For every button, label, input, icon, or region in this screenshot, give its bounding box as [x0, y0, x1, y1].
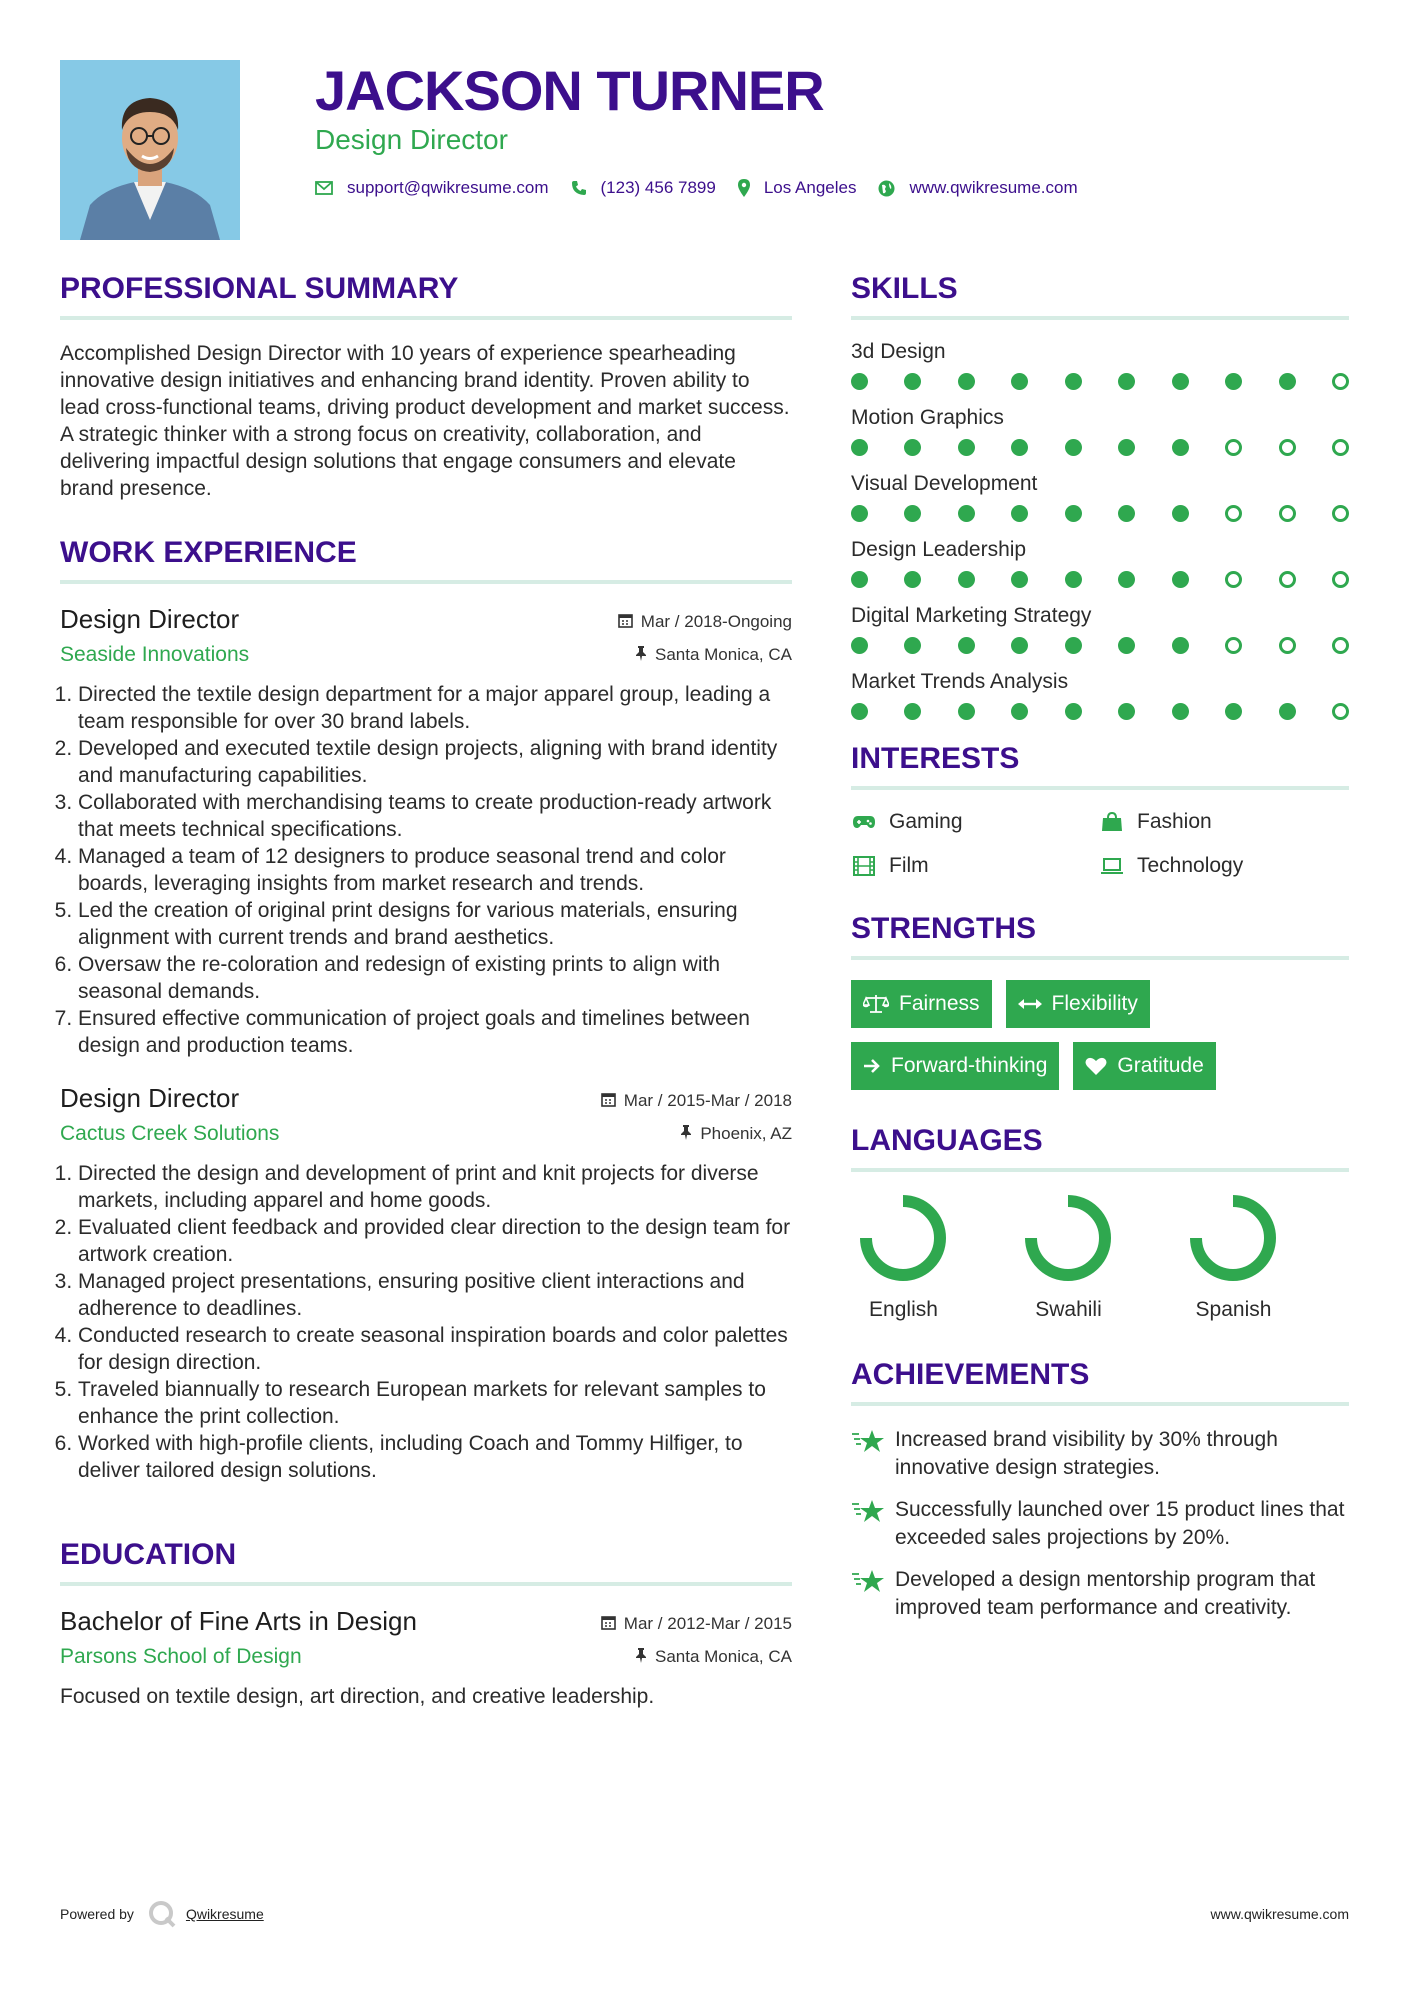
- shopping-bag-icon: [1099, 812, 1125, 832]
- rating-dot-filled: [1011, 439, 1028, 456]
- job-bullet: 4. Conducted research to create seasonal inspiration boards and color palettes for design direction.: [78, 1322, 792, 1376]
- rating-dot-filled: [904, 439, 921, 456]
- strength-badge: [1006, 980, 1150, 1028]
- rating-dot-filled: [1011, 637, 1028, 654]
- job-bullet: 3. Collaborated with merchandising teams to create production-ready artwork that meets technical specifications.: [78, 789, 792, 843]
- rating-dot-filled: [1065, 373, 1082, 390]
- map-marker-icon: [738, 179, 750, 197]
- rating-dot-filled: [1172, 439, 1189, 456]
- rating-dot-filled: [1118, 637, 1135, 654]
- job-entry: [60, 1083, 792, 1484]
- rating-dot-filled: [1172, 703, 1189, 720]
- job-entry: [60, 604, 792, 1059]
- footer-powered-by: [60, 1900, 264, 1928]
- job-bullet: 6. Oversaw the re-coloration and redesign of existing prints to align with seasonal demands.: [78, 951, 792, 1005]
- job-bullets: [60, 1160, 792, 1484]
- rating-dot-empty: [1225, 439, 1242, 456]
- rating-dot-empty: [1279, 439, 1296, 456]
- rating-dot-filled: [1225, 703, 1242, 720]
- skill-rating: [851, 439, 1349, 456]
- interest-item: [1099, 810, 1349, 834]
- rating-dot-filled: [1118, 505, 1135, 522]
- arrow-right-icon: [863, 1057, 881, 1075]
- interest-item: [851, 810, 1099, 834]
- pin-icon: [635, 646, 647, 665]
- job-bullet: 1. Directed the design and development of print and knit projects for diverse markets, including apparel and home goods.: [78, 1160, 792, 1214]
- rating-dot-filled: [1172, 373, 1189, 390]
- calendar-icon: [601, 1092, 616, 1111]
- language-item: [1181, 1192, 1346, 1322]
- rating-dot-empty: [1332, 373, 1349, 390]
- rating-dot-filled: [1279, 703, 1296, 720]
- skill-name: 3d Design: [851, 340, 946, 363]
- globe-icon: [878, 180, 895, 197]
- job-bullet: 5. Led the creation of original print designs for various materials, ensuring alignment with current trends and brand aesthetics.: [78, 897, 792, 951]
- candidate-name: JACKSON TURNER: [315, 59, 824, 122]
- job-bullet: 4. Managed a team of 12 designers to produce seasonal trend and color boards, leveraging insights from market research and trends.: [78, 843, 792, 897]
- language-name: Spanish: [1195, 1298, 1272, 1321]
- person-photo-icon: [60, 60, 240, 240]
- interest-label: Film: [889, 854, 929, 877]
- job-bullet: 7. Ensured effective communication of project goals and timelines between design and production teams.: [78, 1005, 792, 1059]
- school-name: Parsons School of Design: [60, 1645, 302, 1668]
- strength-badge: [1073, 1042, 1215, 1090]
- job-bullet: 3. Managed project presentations, ensuring positive client interactions and adherence to deadlines.: [78, 1268, 792, 1322]
- job-date: [618, 612, 792, 632]
- rating-dot-filled: [1118, 703, 1135, 720]
- rating-dot-empty: [1225, 505, 1242, 522]
- language-item: [851, 1192, 1016, 1322]
- language-level-ring: [857, 1192, 949, 1284]
- education-date: [601, 1614, 792, 1634]
- contact-email[interactable]: support@qwikresume.com: [347, 178, 549, 197]
- job-bullet: 1. Directed the textile design department for a major apparel group, leading a team responsible for over 30 brand labels.: [78, 681, 792, 735]
- summary-heading: PROFESSIONAL SUMMARY: [60, 272, 792, 320]
- rating-dot-empty: [1332, 703, 1349, 720]
- job-date-text: Mar / 2015-Mar / 2018: [623, 1091, 792, 1110]
- rating-dot-filled: [958, 505, 975, 522]
- language-level-arc: [866, 1201, 940, 1275]
- powered-by-label: Powered by: [60, 1906, 134, 1922]
- skill-name: Motion Graphics: [851, 406, 1004, 429]
- film-icon: [851, 856, 877, 876]
- rating-dot-empty: [1225, 637, 1242, 654]
- rating-dot-filled: [851, 637, 868, 654]
- skill-name: Market Trends Analysis: [851, 670, 1069, 693]
- rating-dot-filled: [904, 637, 921, 654]
- job-location-text: Phoenix, AZ: [700, 1124, 792, 1143]
- interests-list: [851, 810, 1349, 878]
- skill-name: Design Leadership: [851, 538, 1027, 561]
- strengths-list: [851, 980, 1349, 1090]
- rating-dot-filled: [1279, 373, 1296, 390]
- profile-photo: [60, 60, 240, 240]
- education-location: [635, 1647, 792, 1667]
- achievements-list: [851, 1426, 1349, 1622]
- interest-item: [851, 854, 1099, 878]
- strength-label: Gratitude: [1117, 1054, 1204, 1077]
- footer-url[interactable]: www.qwikresume.com: [1210, 1906, 1349, 1922]
- achievement-item: [851, 1426, 1349, 1482]
- rating-dot-empty: [1332, 505, 1349, 522]
- rating-dot-empty: [1279, 637, 1296, 654]
- interest-item: [1099, 854, 1349, 878]
- qwikresume-logo-icon: [148, 1900, 176, 1928]
- education-date-text: Mar / 2012-Mar / 2015: [623, 1614, 792, 1633]
- strengths-heading: STRENGTHS: [851, 912, 1349, 960]
- job-bullet: 2. Developed and executed textile design projects, aligning with brand identity and manufacturing capabilities.: [78, 735, 792, 789]
- strength-badge: [851, 980, 992, 1028]
- contact-bar: [315, 178, 1100, 198]
- star-badge-icon: [851, 1428, 885, 1461]
- achievement-text: Developed a design mentorship program that improved team performance and creativity.: [895, 1568, 1316, 1619]
- experience-heading: WORK EXPERIENCE: [60, 536, 792, 584]
- rating-dot-filled: [958, 439, 975, 456]
- rating-dot-empty: [1279, 571, 1296, 588]
- rating-dot-filled: [851, 373, 868, 390]
- summary-text: Accomplished Design Director with 10 years of experience spearheading innovative design initiatives and enhancing brand identity. Proven ability to lead cross-functional teams, driving product development and market success. A strategic thinker with a strong focus on creativity, collaboration, and delivering impactful design solutions that engage consumers and elevate brand presence.: [60, 342, 790, 500]
- contact-website[interactable]: www.qwikresume.com: [909, 178, 1078, 197]
- rating-dot-filled: [851, 571, 868, 588]
- rating-dot-filled: [958, 373, 975, 390]
- contact-location: Los Angeles: [763, 178, 857, 197]
- job-title: Design Director: [60, 604, 240, 634]
- rating-dot-empty: [1332, 637, 1349, 654]
- job-date: [601, 1091, 792, 1111]
- job-company: Cactus Creek Solutions: [60, 1122, 280, 1145]
- strength-label: Flexibility: [1051, 992, 1138, 1015]
- star-badge-icon: [851, 1568, 885, 1601]
- language-level-arc: [1031, 1201, 1105, 1275]
- rating-dot-empty: [1225, 571, 1242, 588]
- strength-badge: [851, 1042, 1059, 1090]
- job-location: [680, 1124, 792, 1144]
- rating-dot-filled: [958, 637, 975, 654]
- job-bullet: 2. Evaluated client feedback and provided clear direction to the design team for artwork creation.: [78, 1214, 792, 1268]
- interest-label: Technology: [1137, 854, 1244, 877]
- gamepad-icon: [851, 814, 877, 830]
- job-location-text: Santa Monica, CA: [654, 645, 792, 664]
- language-name: Swahili: [1035, 1298, 1102, 1321]
- skill-rating: [851, 505, 1349, 522]
- arrows-horizontal-icon: [1018, 997, 1042, 1011]
- job-bullet: 6. Worked with high-profile clients, including Coach and Tommy Hilfiger, to deliver tailored design solutions.: [78, 1430, 792, 1484]
- skill-rating: [851, 703, 1349, 720]
- job-company: Seaside Innovations: [60, 643, 250, 666]
- skill-name: Visual Development: [851, 472, 1038, 495]
- job-location: [635, 645, 792, 665]
- left-column: [60, 272, 792, 1734]
- job-bullet: 5. Traveled biannually to research European markets for relevant samples to enhance the print collection.: [78, 1376, 792, 1430]
- languages-list: [851, 1192, 1349, 1322]
- pin-icon: [635, 1648, 647, 1667]
- pin-icon: [680, 1125, 692, 1144]
- strength-label: Fairness: [899, 992, 980, 1015]
- rating-dot-filled: [958, 703, 975, 720]
- job-bullets: [60, 681, 792, 1059]
- rating-dot-filled: [904, 505, 921, 522]
- rating-dot-filled: [1065, 505, 1082, 522]
- right-column: [851, 272, 1349, 1636]
- interests-heading: INTERESTS: [851, 742, 1349, 790]
- rating-dot-filled: [1065, 703, 1082, 720]
- heart-icon: [1085, 1056, 1107, 1076]
- skills-heading: SKILLS: [851, 272, 1349, 320]
- rating-dot-filled: [1011, 505, 1028, 522]
- languages-heading: LANGUAGES: [851, 1124, 1349, 1172]
- rating-dot-filled: [1011, 373, 1028, 390]
- calendar-icon: [601, 1615, 616, 1634]
- envelope-icon: [315, 181, 333, 195]
- achievement-item: [851, 1566, 1349, 1622]
- laptop-icon: [1099, 857, 1125, 875]
- rating-dot-filled: [1011, 571, 1028, 588]
- interest-label: Fashion: [1137, 810, 1212, 833]
- rating-dot-filled: [1172, 505, 1189, 522]
- rating-dot-filled: [851, 505, 868, 522]
- education-description: Focused on textile design, art direction, and creative leadership.: [60, 1685, 655, 1708]
- rating-dot-filled: [958, 571, 975, 588]
- skill-rating: [851, 637, 1349, 654]
- rating-dot-filled: [851, 703, 868, 720]
- education-location-text: Santa Monica, CA: [654, 1647, 792, 1666]
- rating-dot-filled: [1225, 373, 1242, 390]
- rating-dot-filled: [1065, 439, 1082, 456]
- rating-dot-filled: [1118, 373, 1135, 390]
- achievement-item: [851, 1496, 1349, 1552]
- rating-dot-empty: [1332, 571, 1349, 588]
- rating-dot-filled: [904, 571, 921, 588]
- skill-name: Digital Marketing Strategy: [851, 604, 1092, 627]
- star-badge-icon: [851, 1498, 885, 1531]
- contact-phone[interactable]: (123) 456 7899: [600, 178, 716, 197]
- interest-label: Gaming: [889, 810, 963, 833]
- rating-dot-filled: [851, 439, 868, 456]
- rating-dot-empty: [1332, 439, 1349, 456]
- job-title: Design Director: [60, 1083, 240, 1113]
- language-name: English: [869, 1298, 938, 1321]
- language-level-ring: [1187, 1192, 1279, 1284]
- rating-dot-filled: [1118, 439, 1135, 456]
- candidate-role: Design Director: [315, 124, 508, 155]
- language-level-ring: [1022, 1192, 1114, 1284]
- rating-dot-filled: [904, 703, 921, 720]
- strength-label: Forward-thinking: [891, 1054, 1048, 1077]
- language-item: [1016, 1192, 1181, 1322]
- achievement-text: Increased brand visibility by 30% through innovative design strategies.: [895, 1428, 1278, 1479]
- skills-list: [851, 340, 1349, 720]
- brand-link[interactable]: Qwikresume: [185, 1906, 264, 1922]
- balance-scale-icon: [863, 994, 889, 1014]
- achievements-heading: ACHIEVEMENTS: [851, 1358, 1349, 1406]
- rating-dot-filled: [1065, 637, 1082, 654]
- rating-dot-filled: [1172, 571, 1189, 588]
- rating-dot-filled: [1011, 703, 1028, 720]
- education-entry: [60, 1606, 792, 1710]
- education-heading: EDUCATION: [60, 1538, 792, 1586]
- phone-icon: [571, 180, 587, 196]
- achievement-text: Successfully launched over 15 product lines that exceeded sales projections by 20%.: [895, 1498, 1345, 1549]
- skill-rating: [851, 373, 1349, 390]
- rating-dot-filled: [1118, 571, 1135, 588]
- rating-dot-filled: [1172, 637, 1189, 654]
- rating-dot-filled: [1065, 571, 1082, 588]
- degree-title: Bachelor of Fine Arts in Design: [60, 1606, 417, 1636]
- language-level-arc: [1196, 1201, 1270, 1275]
- rating-dot-empty: [1279, 505, 1296, 522]
- skill-rating: [851, 571, 1349, 588]
- calendar-icon: [618, 613, 633, 632]
- job-date-text: Mar / 2018-Ongoing: [640, 612, 792, 631]
- rating-dot-filled: [904, 373, 921, 390]
